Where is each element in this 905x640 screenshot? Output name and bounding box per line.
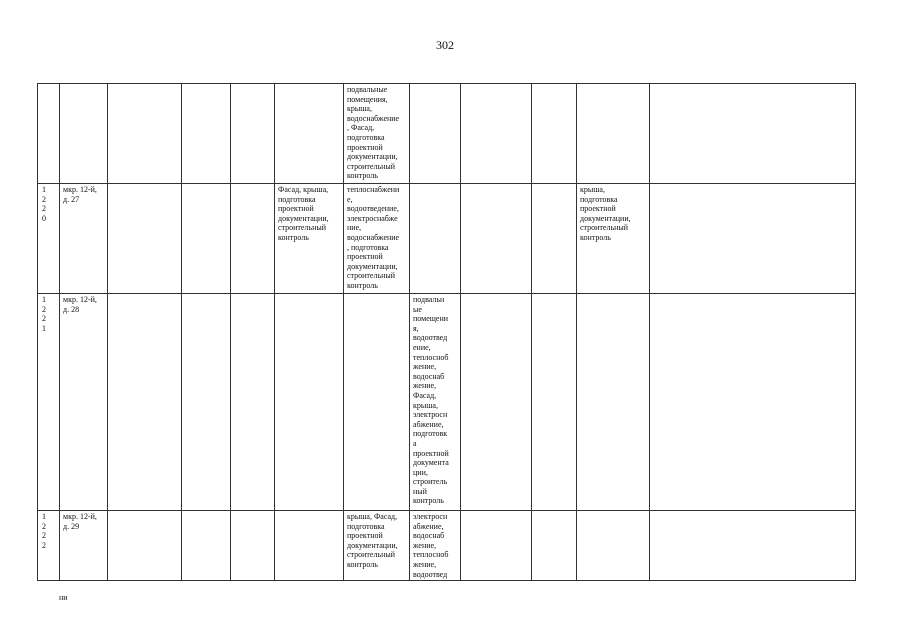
- col12-cell: [650, 84, 856, 184]
- col9-cell: [461, 184, 532, 294]
- col11-cell: крыша, подготовка проектной документации, строительный контроль: [577, 184, 650, 294]
- address-cell: [60, 84, 108, 184]
- col9-cell: [461, 511, 532, 581]
- col10-cell: [532, 184, 577, 294]
- col8-cell: электросн абжение, водоснаб жение, теплосноб жение, водоотвед: [410, 511, 461, 581]
- col6-cell: [275, 294, 344, 511]
- col8-cell: подвальн ые помещени я, водоотвед ение, теплосноб жение, водоснаб жение, Фасад, крыша, электросн абжение, подготовк а проектной документа ции, строитель ный контроль: [410, 294, 461, 511]
- col12-cell: [650, 511, 856, 581]
- col12-cell: [650, 184, 856, 294]
- col5-cell: [231, 184, 275, 294]
- col7-cell: подвальные помещения, крыша, водоснабжение , Фасад, подготовка проектной документации, строительный контроль: [344, 84, 410, 184]
- col10-cell: [532, 294, 577, 511]
- row-number-cell: [38, 84, 60, 184]
- col11-cell: [577, 511, 650, 581]
- col4-cell: [182, 294, 231, 511]
- col3-cell: [108, 184, 182, 294]
- col7-cell: теплоснабжени e, водоотведение, электроснабже ние, водоснабжение , подготовка проектной документации, строительный контроль: [344, 184, 410, 294]
- col5-cell: [231, 84, 275, 184]
- col8-cell: [410, 84, 461, 184]
- col3-cell: [108, 84, 182, 184]
- col6-cell: [275, 84, 344, 184]
- footer-text: ни: [59, 593, 68, 602]
- col11-cell: [577, 294, 650, 511]
- address-cell: мкр. 12-й, д. 29: [60, 511, 108, 581]
- address-cell: мкр. 12-й, д. 27: [60, 184, 108, 294]
- table-row: [38, 184, 856, 294]
- col4-cell: [182, 84, 231, 184]
- row-number-cell: 1 2 2 2: [38, 511, 60, 581]
- works-table: [37, 83, 856, 581]
- col3-cell: [108, 294, 182, 511]
- col7-cell: крыша, Фасад, подготовка проектной документации, строительный контроль: [344, 511, 410, 581]
- col4-cell: [182, 511, 231, 581]
- table-row: [38, 294, 856, 511]
- col10-cell: [532, 511, 577, 581]
- row-number-cell: 1 2 2 0: [38, 184, 60, 294]
- table-row: [38, 511, 856, 581]
- col9-cell: [461, 84, 532, 184]
- page-number: 302: [436, 38, 454, 52]
- col8-cell: [410, 184, 461, 294]
- col6-cell: Фасад, крыша, подготовка проектной документации, строительный контроль: [275, 184, 344, 294]
- col11-cell: [577, 84, 650, 184]
- row-number-cell: 1 2 2 1: [38, 294, 60, 511]
- table-row: [38, 84, 856, 184]
- col12-cell: [650, 294, 856, 511]
- col9-cell: [461, 294, 532, 511]
- col4-cell: [182, 184, 231, 294]
- col10-cell: [532, 84, 577, 184]
- address-cell: мкр. 12-й, д. 28: [60, 294, 108, 511]
- col5-cell: [231, 511, 275, 581]
- col5-cell: [231, 294, 275, 511]
- col6-cell: [275, 511, 344, 581]
- col3-cell: [108, 511, 182, 581]
- col7-cell: [344, 294, 410, 511]
